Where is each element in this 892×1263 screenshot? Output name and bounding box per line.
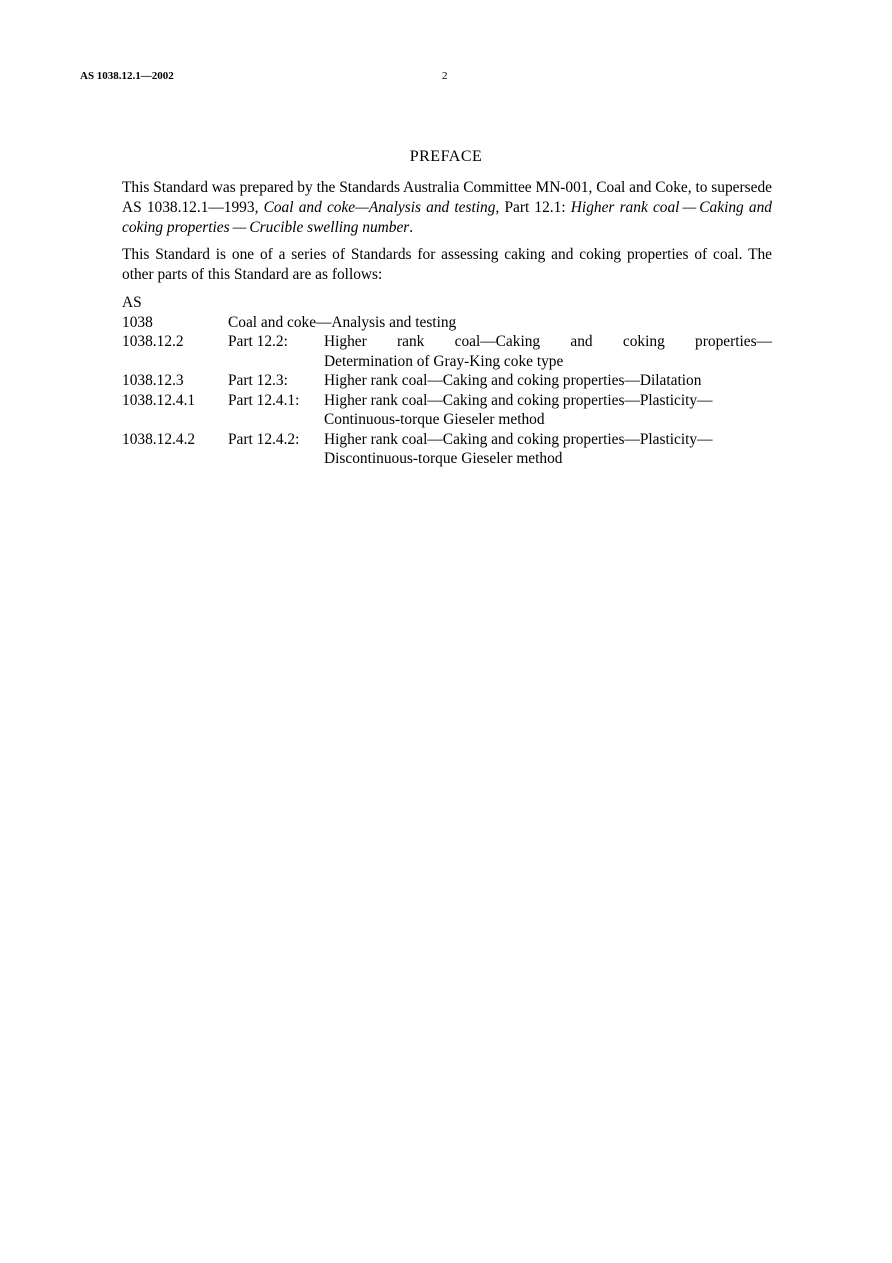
related-standards-table — [122, 293, 772, 469]
standard-title — [324, 371, 772, 391]
standard-title — [324, 391, 772, 430]
table-row — [122, 313, 772, 333]
standard-part: Part 12.4.2: — [228, 430, 300, 448]
standard-title-line-1: Higher rank coal—Caking and coking properties—Dilatation — [324, 372, 702, 389]
standard-number: 1038.12.4.2 — [122, 430, 196, 448]
standard-title-line-1: Higher rank coal—Caking and coking properties—Plasticity— — [324, 391, 713, 409]
standard-title: Coal and coke—Analysis and testing — [228, 313, 457, 331]
standard-title-line-2: Discontinuous-torque Gieseler method — [324, 450, 563, 467]
table-row — [122, 293, 772, 313]
preface-paragraph-1 — [122, 178, 772, 238]
standard-title — [324, 430, 772, 469]
table-row — [122, 371, 772, 391]
standard-title — [324, 332, 772, 371]
standard-title-line-1: Higher rank coal—Caking and coking properties—Plasticity— — [324, 430, 713, 448]
table-row — [122, 332, 772, 371]
paragraph-1-italic-title: Coal and coke—Analysis and testing, — [263, 199, 500, 216]
page-title: PREFACE — [409, 148, 483, 165]
paragraph-1-text-b: Part 12.1: — [499, 199, 571, 216]
preface-paragraph-2: This Standard is one of a series of Standards for assessing caking and coking properties of coal. The other parts of this Standard are as follows: — [122, 246, 772, 283]
table-row — [122, 391, 772, 430]
standard-title-line-1: Higher rank coal—Caking and coking properties— — [324, 333, 772, 350]
paragraph-1-text-a: This Standard was prepared by the Standards Australia Committee MN-001, Coal and Coke, to supersede AS 1038.12.1—1993, — [122, 179, 772, 216]
standard-number: 1038.12.4.1 — [122, 391, 196, 409]
standard-part: Part 12.2: — [228, 333, 288, 350]
standard-number: 1038.12.3 — [122, 372, 184, 389]
standard-title-line-2: Determination of Gray-King coke type — [324, 352, 564, 370]
standard-part: Part 12.4.1: — [228, 391, 300, 409]
standard-title-line-2: Continuous-torque Gieseler method — [324, 411, 545, 428]
page-number: 2 — [442, 70, 448, 82]
paragraph-1-italic-part-title: Higher rank coal — Caking and coking properties — Crucible swelling number — [122, 199, 772, 236]
document-id: AS 1038.12.1—2002 — [80, 70, 174, 82]
table-row — [122, 430, 772, 469]
standard-part: Part 12.3: — [228, 372, 288, 389]
standard-number: 1038 — [122, 313, 153, 331]
paragraph-1-text-c: . — [409, 219, 414, 236]
table-heading-as: AS — [122, 294, 142, 311]
standard-number: 1038.12.2 — [122, 333, 184, 350]
